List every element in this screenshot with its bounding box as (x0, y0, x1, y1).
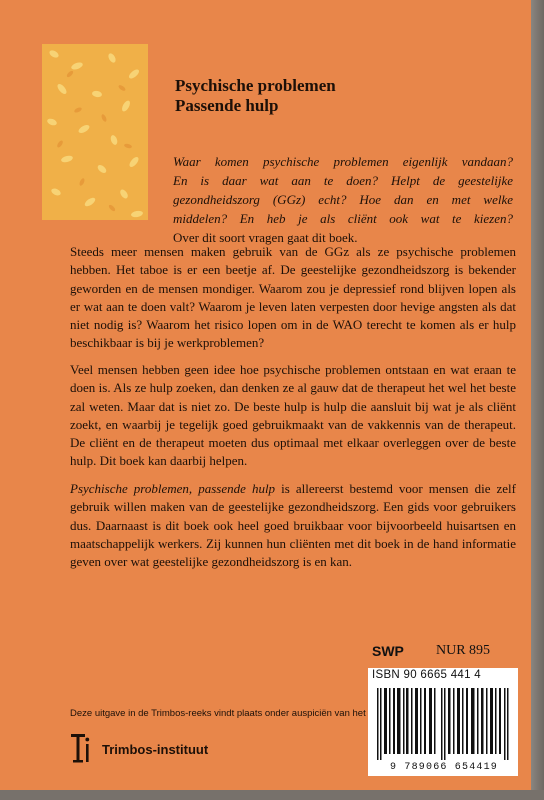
book-edge (0, 790, 544, 800)
intro-question-line: gezondheidszorg (GGz) echt? Hoe dan en met welke (173, 192, 513, 207)
series-note: Deze uitgave in de Trimbos-reeks vindt plaats onder auspiciën van het (70, 708, 366, 719)
leaves-illustration (42, 44, 148, 220)
title-line-1: Psychische problemen (175, 76, 336, 95)
paragraph-3-text: is allereerst bestemd voor mensen die zelf gebruik willen maken van de geestelijke gezondheidszorg. Een gids voor gebruikers dus. Daarnaast is dit boek ook heel goed bruikbaar voor bijvoorbeeld huisartsen en maatschappelijk werkers. Zij kunnen hun cliënten met dit boek in de hand informatie geven over wat geestelijke gezondheidszorg is en kan. (70, 481, 516, 570)
book-title-italic: Psychische problemen, passende hulp (70, 481, 276, 496)
institute-name: Trimbos-instituut (102, 742, 209, 757)
isbn-number: ISBN 90 6665 441 4 (372, 669, 481, 681)
title-line-2: Passende hulp (175, 96, 279, 115)
publisher-logo: SWP (372, 643, 404, 659)
barcode-icon (377, 688, 513, 760)
trimbos-logo-icon (70, 732, 92, 766)
paragraph-2: Veel mensen hebben geen idee hoe psychische problemen ontstaan en wat eraan te doen is. Als ze hulp zoeken, dan denken ze al gauw dat de therapeut het wel het beste zal weten. Maar dat is niet zo. De beste hulp is hulp die aansluit bij wat je als cliënt zoekt, en waarbij je tegelijk goed gebruikmaakt van de vakkennis van de therapeut. De cliënt en de therapeut moeten dus optimaal met elkaar overleggen over de beste hulp. Dit boek kan daarbij helpen. (70, 362, 516, 469)
intro-question-line: Waar komen psychische problemen eigenlijk vandaan? (173, 154, 513, 169)
paragraph-1: Steeds meer mensen maken gebruik van de GGz als ze psychische problemen hebben. Het taboe is er een beetje af. De geestelijke gezondheidszorg is bekender geworden en de mensen mondiger. Waarom zou je depressief rond blijven lopen als er wat aan te doen valt? Waarom je leven laten verpesten door hevige angsten als dat niet nodig is? Waarom het risico lopen om in de WAO terecht te komen als er hulp beschikbaar is bij je werkproblemen? (70, 244, 516, 351)
intro-questions (173, 152, 513, 247)
book-title (175, 76, 336, 116)
intro-closing: Over dit soort vragen gaat dit boek. (173, 230, 358, 245)
book-spine (531, 0, 544, 800)
barcode-digits: 9 789066 654419 (389, 762, 498, 773)
intro-question-line: middelen? En heb je als cliënt ook wat te kiezen? (173, 211, 513, 226)
intro-question-line: En is daar wat aan te doen? Helpt de geestelijke (173, 173, 513, 188)
nur-code: NUR 895 (436, 643, 491, 658)
paragraph-3 (70, 480, 516, 571)
